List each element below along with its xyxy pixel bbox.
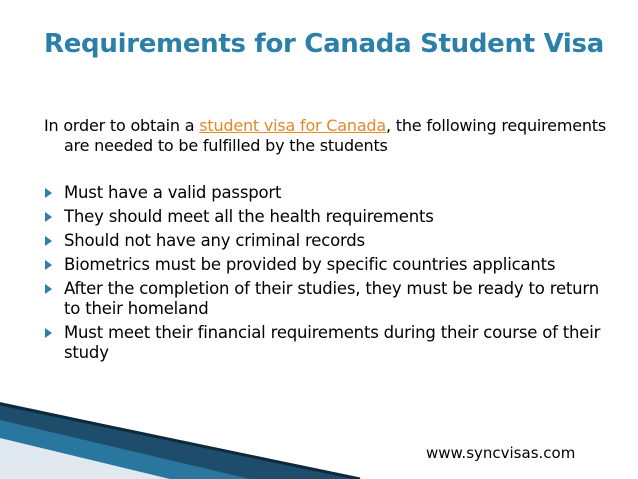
footer-website: www.syncvisas.com (426, 444, 576, 462)
arrow-bullet-icon (45, 236, 52, 246)
intro-text-after: , the following requirements are needed to be fulfilled by the students (64, 116, 606, 155)
arrow-bullet-icon (45, 328, 52, 338)
arrow-bullet-icon (45, 188, 52, 198)
arrow-bullet-icon (45, 212, 52, 222)
list-item-text: Must have a valid passport (64, 183, 282, 202)
list-item-text: Must meet their financial requirements during their course of their study (64, 323, 601, 362)
list-item-text: After the completion of their studies, they must be ready to return to their homeland (64, 279, 599, 318)
list-item-text: Biometrics must be provided by specific countries applicants (64, 255, 556, 274)
list-item-text: They should meet all the health requirements (64, 207, 434, 226)
slide-title: Requirements for Canada Student Visa (44, 29, 604, 59)
list-item (44, 183, 614, 203)
list-item (44, 231, 614, 251)
arrow-bullet-icon (45, 260, 52, 270)
list-item (44, 323, 614, 363)
intro-paragraph (44, 116, 624, 156)
intro-text-before: In order to obtain a (44, 116, 200, 135)
list-item (44, 255, 614, 275)
arrow-bullet-icon (45, 284, 52, 294)
student-visa-link[interactable]: student visa for Canada (199, 116, 386, 135)
list-item (44, 279, 614, 319)
list-item (44, 207, 614, 227)
requirements-list (44, 183, 614, 367)
list-item-text: Should not have any criminal records (64, 231, 365, 250)
